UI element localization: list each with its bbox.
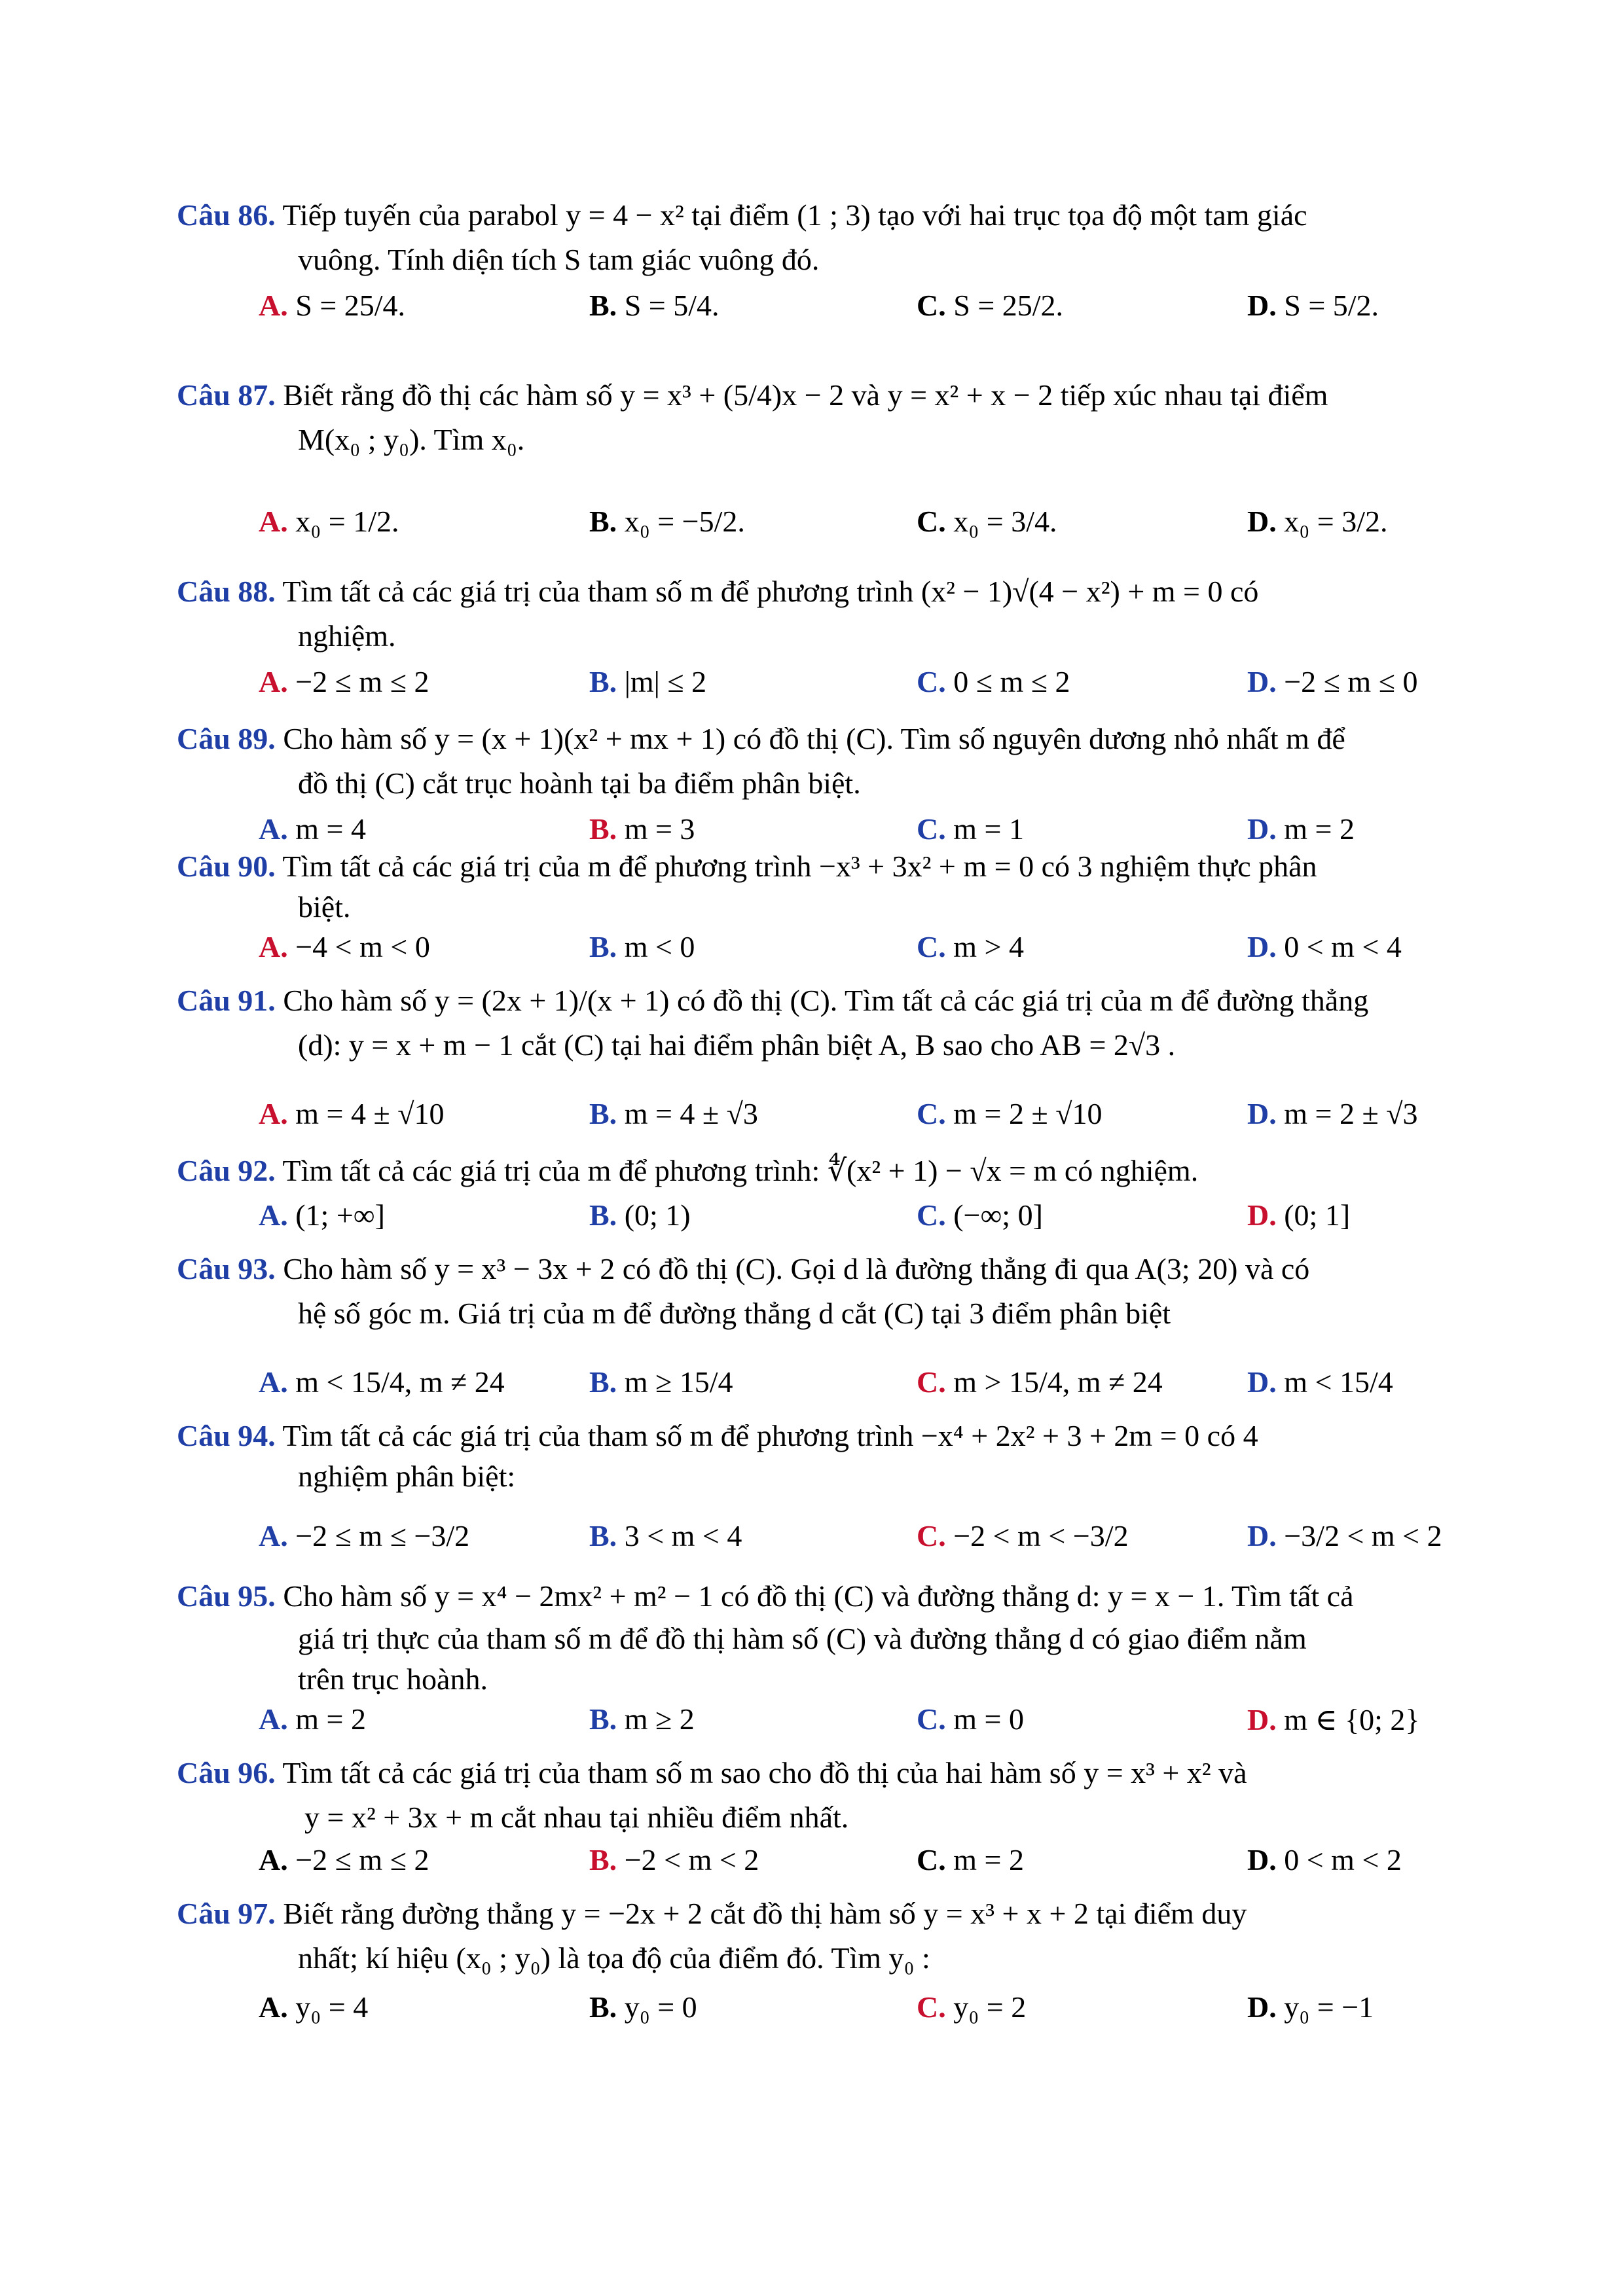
option-d: D. y₀ = −1 xyxy=(1247,1990,1374,2024)
question-number: Câu 90. xyxy=(177,850,276,883)
option-c: C. m > 4 xyxy=(917,930,1024,963)
question-number: Câu 92. xyxy=(177,1154,276,1187)
options-94 xyxy=(259,1518,1476,1558)
question-88 xyxy=(177,569,1473,658)
question-stem-continued: nghiệm phân biệt: xyxy=(298,1460,516,1493)
option-b: B. S = 5/4. xyxy=(589,289,720,322)
option-b: B. m ≥ 15/4 xyxy=(589,1365,733,1399)
option-a: A. m = 4 ± √10 xyxy=(259,1097,445,1130)
option-d: D. (0; 1] xyxy=(1247,1198,1351,1232)
question-stem-continued: đồ thị (C) cắt trục hoành tại ba điểm phân biệt. xyxy=(298,766,861,800)
option-b: B. |m| ≤ 2 xyxy=(589,665,707,698)
options-97 xyxy=(259,1990,1476,2029)
option-c: C. x₀ = 3/4. xyxy=(917,505,1057,538)
question-86 xyxy=(177,193,1473,282)
option-c: C. −2 < m < −3/2 xyxy=(917,1519,1129,1552)
question-stem-continued-2: trên trục hoành. xyxy=(298,1662,488,1696)
option-b: B. x₀ = −5/2. xyxy=(589,505,745,538)
option-c: C. m = 2 xyxy=(917,1843,1024,1876)
option-d: D. −2 ≤ m ≤ 0 xyxy=(1247,665,1418,698)
option-a: A. x₀ = 1/2. xyxy=(259,505,399,538)
question-87 xyxy=(177,373,1473,462)
question-stem: Cho hàm số y = (2x + 1)/(x + 1) có đồ thị (C). Tìm tất cả các giá trị của m để đường thẳng xyxy=(283,984,1369,1017)
option-b: B. −2 < m < 2 xyxy=(589,1843,759,1876)
question-stem-continued: hệ số góc m. Giá trị của m để đường thẳng d cắt (C) tại 3 điểm phân biệt xyxy=(298,1297,1171,1330)
options-88 xyxy=(259,664,1476,704)
options-92 xyxy=(259,1198,1476,1237)
question-stem: Tìm tất cả các giá trị của tham số m để phương trình (x² − 1)√(4 − x²) + m = 0 có xyxy=(282,575,1259,608)
question-92 xyxy=(177,1149,1473,1193)
option-d: D. m < 15/4 xyxy=(1247,1365,1393,1399)
question-94 xyxy=(177,1414,1473,1495)
options-87 xyxy=(259,504,1476,543)
options-96 xyxy=(259,1842,1476,1882)
question-90 xyxy=(177,844,1473,925)
option-d: D. m = 2 ± √3 xyxy=(1247,1097,1418,1130)
question-stem: Cho hàm số y = x⁴ − 2mx² + m² − 1 có đồ thị (C) và đường thẳng d: y = x − 1. Tìm tất cả xyxy=(283,1579,1354,1613)
option-a: A. −2 ≤ m ≤ 2 xyxy=(259,1843,429,1876)
option-a: A. m < 15/4, m ≠ 24 xyxy=(259,1365,505,1399)
option-b: B. m < 0 xyxy=(589,930,695,963)
question-number: Câu 97. xyxy=(177,1897,276,1930)
option-c: C. m = 1 xyxy=(917,812,1024,846)
question-stem-continued: y = x² + 3x + m cắt nhau tại nhiều điểm nhất. xyxy=(304,1801,849,1834)
question-number: Câu 88. xyxy=(177,575,276,608)
question-stem: Tìm tất cả các giá trị của tham số m sao cho đồ thị của hai hàm số y = x³ + x² và xyxy=(282,1756,1247,1789)
question-stem: Tìm tất cả các giá trị của m để phương trình: ∜(x² + 1) − √x = m có nghiệm. xyxy=(282,1154,1199,1187)
option-b: B. 3 < m < 4 xyxy=(589,1519,742,1552)
option-d: D. S = 5/2. xyxy=(1247,289,1379,322)
option-d: D. 0 < m < 2 xyxy=(1247,1843,1402,1876)
question-stem-continued: giá trị thực của tham số m để đồ thị hàm số (C) và đường thẳng d có giao điểm nằm xyxy=(298,1622,1307,1655)
question-stem-continued: biệt. xyxy=(298,890,351,924)
question-stem-continued: vuông. Tính diện tích S tam giác vuông đó. xyxy=(298,243,820,276)
option-a: A. m = 4 xyxy=(259,812,366,846)
option-d: D. −3/2 < m < 2 xyxy=(1247,1519,1442,1552)
question-stem: Tìm tất cả các giá trị của m để phương trình −x³ + 3x² + m = 0 có 3 nghiệm thực phân xyxy=(282,850,1317,883)
question-89 xyxy=(177,717,1473,806)
question-number: Câu 91. xyxy=(177,984,276,1017)
option-c: C. 0 ≤ m ≤ 2 xyxy=(917,665,1070,698)
options-91 xyxy=(259,1096,1476,1136)
question-stem-continued: nhất; kí hiệu (x₀ ; y₀) là tọa độ của điểm đó. Tìm y₀ : xyxy=(298,1941,930,1975)
question-91 xyxy=(177,978,1473,1067)
option-c: C. m = 2 ± √10 xyxy=(917,1097,1103,1130)
option-b: B. m = 4 ± √3 xyxy=(589,1097,758,1130)
option-c: C. m > 15/4, m ≠ 24 xyxy=(917,1365,1163,1399)
option-c: C. (−∞; 0] xyxy=(917,1198,1043,1232)
question-number: Câu 86. xyxy=(177,198,276,232)
option-c: C. S = 25/2. xyxy=(917,289,1064,322)
question-93 xyxy=(177,1247,1473,1336)
option-a: A. S = 25/4. xyxy=(259,289,406,322)
option-a: A. −4 < m < 0 xyxy=(259,930,430,963)
option-a: A. y₀ = 4 xyxy=(259,1990,369,2024)
question-stem-continued: nghiệm. xyxy=(298,619,396,653)
option-d: D. m = 2 xyxy=(1247,812,1355,846)
question-stem-continued: M(x₀ ; y₀). Tìm x₀. xyxy=(298,423,525,456)
option-a: A. −2 ≤ m ≤ 2 xyxy=(259,665,429,698)
option-b: B. m = 3 xyxy=(589,812,695,846)
question-number: Câu 93. xyxy=(177,1252,276,1285)
question-96 xyxy=(177,1751,1473,1840)
question-number: Câu 94. xyxy=(177,1419,276,1452)
options-93 xyxy=(259,1365,1476,1404)
option-c: C. m = 0 xyxy=(917,1702,1024,1736)
option-c: C. y₀ = 2 xyxy=(917,1990,1027,2024)
option-a: A. −2 ≤ m ≤ −3/2 xyxy=(259,1519,470,1552)
question-stem: Cho hàm số y = x³ − 3x + 2 có đồ thị (C). Gọi d là đường thẳng đi qua A(3; 20) và có xyxy=(283,1252,1310,1285)
option-d: D. 0 < m < 4 xyxy=(1247,930,1402,963)
option-d: D. x₀ = 3/2. xyxy=(1247,505,1388,538)
option-d: D. m ∈ {0; 2} xyxy=(1247,1703,1420,1736)
question-number: Câu 87. xyxy=(177,378,276,412)
option-a: A. (1; +∞] xyxy=(259,1198,385,1232)
question-97 xyxy=(177,1892,1473,1981)
question-number: Câu 89. xyxy=(177,722,276,755)
question-stem: Cho hàm số y = (x + 1)(x² + mx + 1) có đồ thị (C). Tìm số nguyên dương nhỏ nhất m để xyxy=(283,722,1345,755)
option-b: B. m ≥ 2 xyxy=(589,1702,695,1736)
options-95 xyxy=(259,1702,1476,1741)
question-stem-continued: (d): y = x + m − 1 cắt (C) tại hai điểm phân biệt A, B sao cho AB = 2√3 . xyxy=(298,1028,1176,1062)
question-stem: Tìm tất cả các giá trị của tham số m để phương trình −x⁴ + 2x² + 3 + 2m = 0 có 4 xyxy=(282,1419,1258,1452)
option-b: B. (0; 1) xyxy=(589,1198,691,1232)
question-number: Câu 96. xyxy=(177,1756,276,1789)
options-90 xyxy=(259,929,1476,969)
question-stem: Biết rằng đồ thị các hàm số y = x³ + (5/4)x − 2 và y = x² + x − 2 tiếp xúc nhau tại điểm xyxy=(283,378,1328,412)
option-a: A. m = 2 xyxy=(259,1702,366,1736)
question-stem: Tiếp tuyến của parabol y = 4 − x² tại điểm (1 ; 3) tạo với hai trục tọa độ một tam giác xyxy=(282,198,1307,232)
question-number: Câu 95. xyxy=(177,1579,276,1613)
question-95 xyxy=(177,1574,1473,1700)
option-b: B. y₀ = 0 xyxy=(589,1990,697,2024)
options-86 xyxy=(259,288,1476,327)
question-stem: Biết rằng đường thẳng y = −2x + 2 cắt đồ thị hàm số y = x³ + x + 2 tại điểm duy xyxy=(283,1897,1247,1930)
